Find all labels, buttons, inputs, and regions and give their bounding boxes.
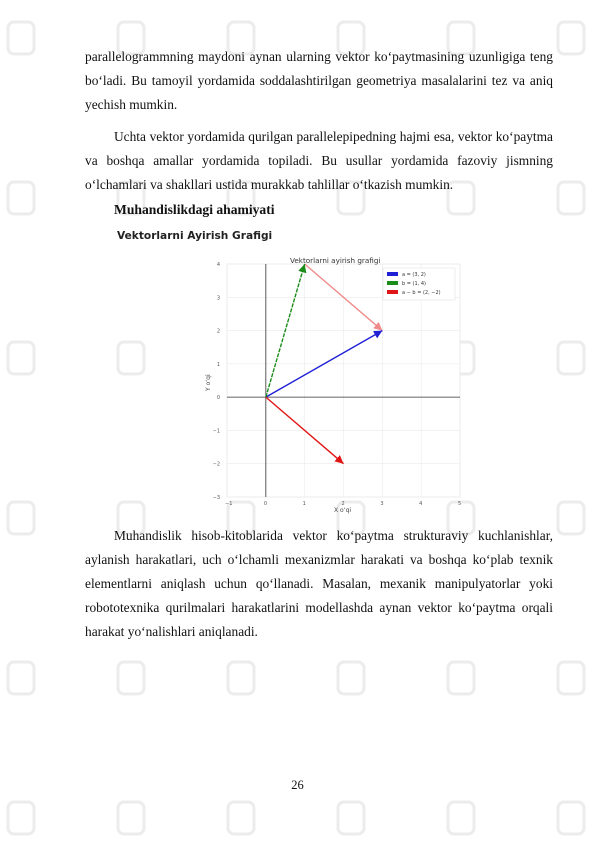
y-tick-label: −1 <box>212 428 220 435</box>
x-tick-label: 5 <box>458 501 462 507</box>
vector-subtraction-chart <box>200 255 470 515</box>
x-tick-label: 2 <box>341 501 345 507</box>
x-tick-label: −1 <box>225 501 233 507</box>
legend-label: b = (1, 4) <box>402 281 426 287</box>
x-tick-label: 3 <box>380 501 384 507</box>
section-heading: Muhandislikdagi ahamiyati <box>114 202 275 217</box>
figure-caption: Vektorlarni Ayirish Grafigi <box>117 230 273 242</box>
x-axis-label: X o‘qi <box>334 507 352 514</box>
x-tick-label: 4 <box>419 501 423 507</box>
chart-legend <box>383 268 455 300</box>
chart-title: Vektorlarni ayirish grafigi <box>290 256 381 265</box>
y-tick-label: −2 <box>212 461 220 468</box>
legend-swatch <box>387 281 398 285</box>
x-tick-label: 0 <box>263 501 268 507</box>
paragraph-2: Uchta vektor yordamida qurilgan parallelepipedning hajmi esa, vektor ko‘paytma va boshqa amallar yordamida topiladi. Bu usullar yordamida fazoviy jismning o‘lchamlari va shakllari ustida murakkab tahlillar o‘tkazish mumkin. <box>85 129 553 192</box>
legend-label: a = (3, 2) <box>402 272 426 278</box>
y-tick-label: 3 <box>216 295 220 302</box>
y-tick-label: 0 <box>216 395 220 402</box>
y-tick-label: 4 <box>216 262 220 268</box>
page-number: 26 <box>291 778 304 792</box>
paragraph-3: Muhandislik hisob-kitoblarida vektor ko‘paytma strukturaviy kuchlanishlar, aylanish harakatlari, uch o‘lchamli mexanizmlar harakati va boshqa ko‘plab texnik elementlarni aniqlash uchun qo‘llanadi. Masalan, mexanik manipulyatorlar yoki robototexnika qurilmalari harakatlarini modellashda aynan vektor ko‘paytma orqali harakat yo‘nalishlari aniqlanadi. <box>85 528 553 639</box>
x-tick-label: 1 <box>302 501 306 507</box>
y-tick-label: 2 <box>216 328 220 335</box>
legend-swatch <box>387 272 398 276</box>
y-tick-label: 1 <box>216 361 220 368</box>
legend-label: a − b = (2, −2) <box>402 290 441 296</box>
y-tick-label: −3 <box>212 495 220 501</box>
paragraph-1: parallelogrammning maydoni aynan ularning vektor ko‘paytmasining uzunligiga teng bo‘ladi. Bu tamoyil yordamida soddalashtirilgan geometriya masalalarini tez va aniq yechish mumkin. <box>85 49 553 112</box>
legend-swatch <box>387 290 398 294</box>
y-axis-label: Y o‘qi <box>205 374 212 391</box>
